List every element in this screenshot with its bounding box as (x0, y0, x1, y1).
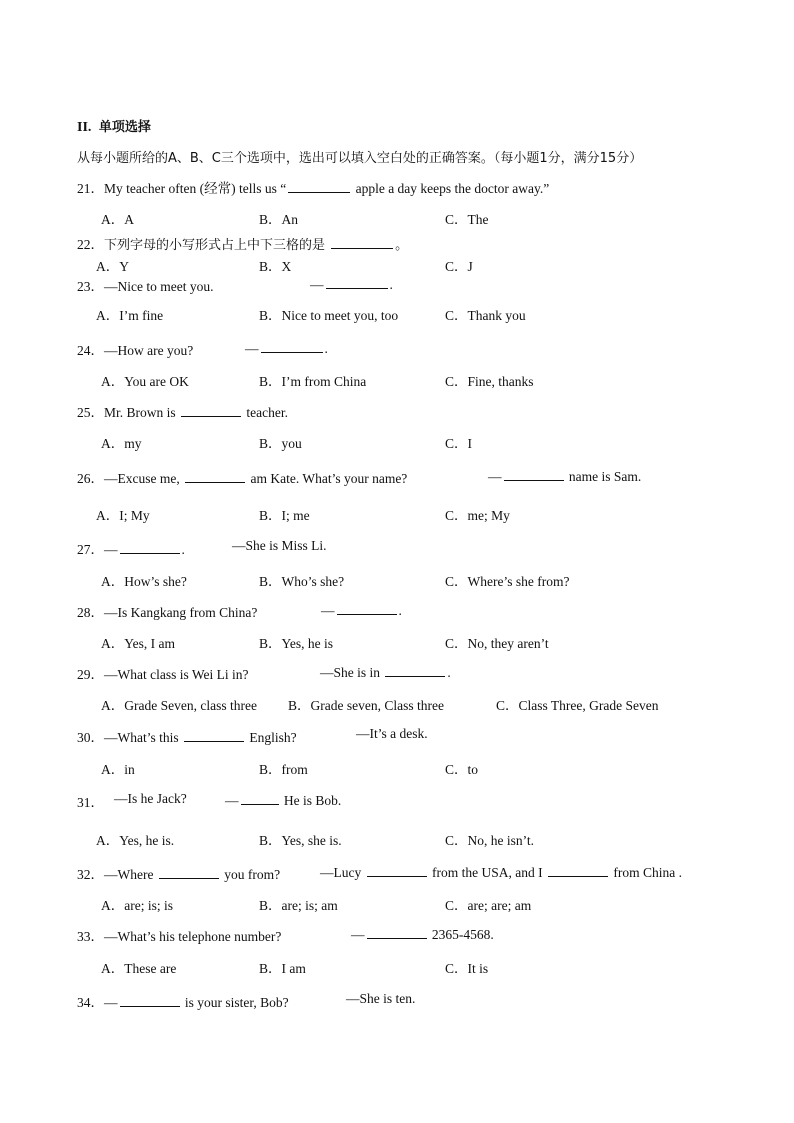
question-text: Mr. Brown is (104, 405, 180, 420)
question-29 (77, 663, 249, 683)
question-text: —Where (104, 867, 157, 882)
question-text: — (310, 277, 324, 292)
question-33 (77, 925, 281, 945)
option-c[interactable]: C．No, they aren’t (445, 636, 549, 651)
question-24 (77, 339, 193, 359)
question-25 (77, 401, 288, 421)
question-text: am Kate. What’s your name? (247, 471, 408, 486)
question-text: apple a day keeps the doctor away.” (352, 181, 550, 196)
option-c[interactable]: C．to (445, 762, 479, 777)
options-26 (0, 504, 794, 522)
question-text: —What’s this (104, 730, 182, 745)
question-text: name is Sam. (565, 469, 642, 484)
answer-blank[interactable] (288, 179, 350, 193)
question-text: English? (246, 730, 297, 745)
question-text: —What’s his telephone number? (104, 929, 282, 944)
question-text: —Lucy (320, 865, 365, 880)
question-number: 23． (77, 279, 104, 294)
question-28-reply (321, 601, 402, 619)
question-number: 24． (77, 343, 104, 358)
question-number: 25． (77, 405, 104, 420)
answer-blank[interactable] (120, 540, 180, 554)
option-c[interactable]: C．Thank you (445, 308, 526, 323)
option-a[interactable]: A．I; My (96, 508, 150, 523)
question-27-reply (232, 538, 327, 554)
question-number: 33． (77, 929, 104, 944)
option-c[interactable]: C．J (445, 259, 473, 274)
question-text: from China . (609, 865, 682, 880)
option-a[interactable]: A．These are (101, 961, 177, 976)
option-c[interactable]: C．Where’s she from? (445, 574, 570, 589)
answer-blank[interactable] (326, 275, 388, 289)
answer-blank[interactable] (337, 601, 397, 615)
question-32-reply (320, 863, 682, 881)
question-text: is your sister, Bob? (181, 995, 289, 1010)
question-34 (77, 991, 289, 1011)
question-text: — (245, 341, 259, 356)
question-30-reply (356, 726, 428, 742)
answer-blank[interactable] (331, 235, 393, 249)
question-text: — (225, 793, 239, 808)
option-b[interactable]: B．I’m from China (259, 374, 367, 389)
options-30 (0, 758, 794, 776)
option-b[interactable]: B．I am (259, 961, 306, 976)
question-number: 32． (77, 867, 104, 882)
options-25 (0, 432, 794, 450)
question-23 (77, 275, 213, 295)
question-33-reply (351, 925, 494, 943)
answer-blank[interactable] (385, 663, 445, 677)
question-number: 29． (77, 667, 104, 682)
section-category: 单项选择 (98, 120, 151, 135)
question-27 (77, 538, 185, 558)
option-b[interactable]: B．are; is; am (259, 898, 338, 913)
question-text: —She is in (320, 665, 384, 680)
question-29-reply (320, 663, 451, 681)
question-text: —Is he Jack? (114, 791, 187, 806)
section-header (77, 112, 727, 174)
question-number: 22． (77, 237, 104, 252)
options-22 (0, 255, 794, 273)
question-text: you from? (220, 867, 281, 882)
option-c[interactable]: C．No, he isn’t. (445, 833, 535, 848)
question-text: 下列字母的小写形式占上中下三格的是 (104, 238, 330, 253)
answer-blank[interactable] (181, 403, 241, 417)
question-text: —She is Miss Li. (232, 538, 327, 553)
question-28 (77, 601, 257, 621)
question-22 (77, 233, 408, 253)
options-21 (0, 208, 794, 226)
option-b[interactable]: B．X (259, 259, 292, 274)
option-a[interactable]: A．Y (96, 259, 129, 274)
question-24-reply (245, 339, 328, 357)
question-text: . (447, 665, 451, 680)
question-text: —Excuse me, (104, 471, 184, 486)
option-b[interactable]: B．I; me (259, 508, 310, 523)
question-text: . (324, 341, 328, 356)
option-b[interactable]: B．from (259, 762, 308, 777)
option-b[interactable]: B．Yes, she is. (259, 833, 342, 848)
answer-blank[interactable] (184, 728, 244, 742)
question-number: 27． (77, 542, 104, 557)
option-b[interactable]: B．Yes, he is (259, 636, 334, 651)
question-text: — (104, 542, 118, 557)
question-31-reply (225, 791, 341, 809)
answer-blank[interactable] (185, 469, 245, 483)
question-text: . (181, 542, 185, 557)
question-text: — (104, 995, 118, 1010)
question-text: 2365-4568. (428, 927, 494, 942)
question-number: 26． (77, 471, 104, 486)
question-text: —How are you? (104, 343, 194, 358)
question-26 (77, 467, 407, 487)
question-21 (77, 177, 549, 197)
answer-blank[interactable] (504, 467, 564, 481)
option-c[interactable]: C．are; are; am (445, 898, 532, 913)
question-text: teacher. (243, 405, 288, 420)
question-31-prompt (114, 791, 187, 807)
answer-blank[interactable] (261, 339, 323, 353)
question-number: 30． (77, 730, 104, 745)
question-text: . (398, 603, 402, 618)
option-a[interactable]: A．my (101, 436, 142, 451)
question-text: —It’s a desk. (356, 726, 428, 741)
option-c[interactable]: C．Fine, thanks (445, 374, 534, 389)
question-text: from the USA, and I (428, 865, 546, 880)
question-number: 34． (77, 995, 104, 1010)
question-number: 31． (77, 795, 104, 810)
question-31 (77, 791, 104, 811)
option-a[interactable]: A．are; is; is (101, 898, 173, 913)
question-number: 21． (77, 181, 104, 196)
options-32 (0, 894, 794, 912)
options-27 (0, 570, 794, 588)
question-text: 。 (395, 238, 409, 253)
option-a[interactable]: A．A (101, 212, 134, 227)
question-number: 28． (77, 605, 104, 620)
answer-blank[interactable] (120, 993, 180, 1007)
question-text: — (321, 603, 335, 618)
section-instruction: 从每小题所给的A、B、C三个选项中，选出可以填入空白处的正确答案。（每小题1分，满分15分） (77, 151, 643, 166)
option-a[interactable]: A．in (101, 762, 135, 777)
question-text: —She is ten. (346, 991, 416, 1006)
option-b[interactable]: B．you (259, 436, 302, 451)
option-c[interactable]: C．I (445, 436, 472, 451)
options-23 (0, 304, 794, 322)
question-text: — (488, 469, 502, 484)
options-28 (0, 632, 794, 650)
question-text: —Is Kangkang from China? (104, 605, 258, 620)
option-c[interactable]: C．Class Three, Grade Seven (496, 698, 659, 713)
question-26-reply (488, 467, 641, 485)
question-text: He is Bob. (280, 793, 342, 808)
option-b[interactable]: B．Nice to meet you, too (259, 308, 399, 323)
answer-blank[interactable] (367, 863, 427, 877)
answer-blank[interactable] (159, 865, 219, 879)
option-a[interactable]: A．I’m fine (96, 308, 164, 323)
question-text: My teacher often (经常) tells us “ (104, 181, 287, 196)
options-33 (0, 957, 794, 975)
question-text: —What class is Wei Li in? (104, 667, 249, 682)
options-24 (0, 370, 794, 388)
option-c[interactable]: C．It is (445, 961, 489, 976)
question-30 (77, 726, 297, 746)
question-32 (77, 863, 280, 883)
option-c[interactable]: C．The (445, 212, 489, 227)
option-a[interactable]: A．Yes, I am (101, 636, 176, 651)
question-34-reply (346, 991, 415, 1007)
answer-blank[interactable] (241, 791, 279, 805)
options-29 (0, 694, 794, 712)
answer-blank[interactable] (367, 925, 427, 939)
question-text: — (351, 927, 365, 942)
option-b[interactable]: B．Who’s she? (259, 574, 345, 589)
question-text: . (389, 277, 393, 292)
question-23-reply (310, 275, 393, 293)
option-a[interactable]: A．You are OK (101, 374, 189, 389)
option-c[interactable]: C．me; My (445, 508, 510, 523)
option-a[interactable]: A．Yes, he is. (96, 833, 175, 848)
option-b[interactable]: B．An (259, 212, 299, 227)
options-31 (0, 829, 794, 847)
answer-blank[interactable] (548, 863, 608, 877)
option-a[interactable]: A．Grade Seven, class three (101, 698, 257, 713)
question-text: —Nice to meet you. (104, 279, 214, 294)
option-b[interactable]: B．Grade seven, Class three (288, 698, 444, 713)
section-number: II. (77, 120, 92, 135)
option-a[interactable]: A．How’s she? (101, 574, 187, 589)
